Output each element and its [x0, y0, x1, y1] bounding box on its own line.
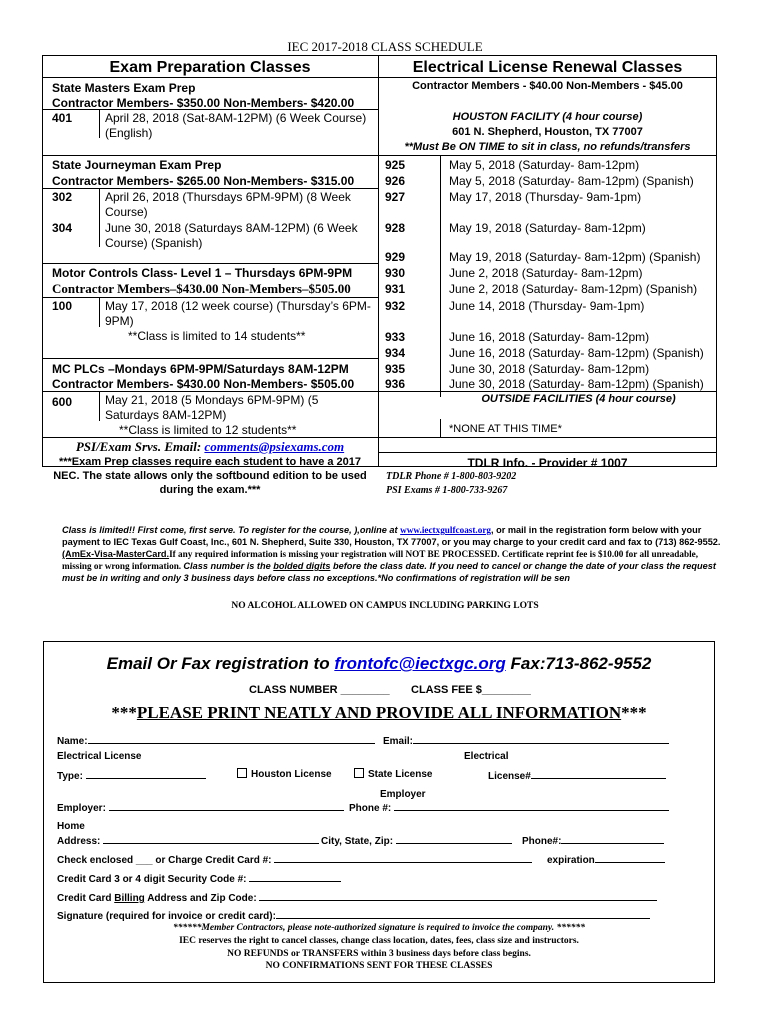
on-time-note: **Must Be ON TIME to sit in class, no refunds/transfers: [404, 141, 691, 153]
expiration-label: expiration: [547, 855, 595, 866]
type-field[interactable]: [57, 768, 206, 782]
state-license-option[interactable]: [354, 768, 432, 780]
address-line[interactable]: [103, 833, 319, 844]
credit-card-label: Check enclosed ___ or Charge Credit Card #:: [57, 855, 272, 866]
bolded-digits: bolded digits: [273, 561, 331, 571]
document-title: IEC 2017-2018 CLASS SCHEDULE: [287, 39, 483, 54]
iec-reserves-note: IEC reserves the right to cancel classes, change class location, dates, fees, class size and instructors.: [179, 936, 579, 946]
email-fax-line: [43, 654, 715, 674]
email-label: Email:: [383, 736, 414, 747]
billing-address-line[interactable]: [259, 890, 657, 901]
state-journeyman-pricing: Contractor Members- $265.00 Non-Members- $315.00: [52, 174, 355, 188]
credit-card-line[interactable]: [274, 852, 532, 863]
psi-exams-phone: PSI Exams # 1-800-733-9267: [386, 485, 508, 496]
card-types: (AmEx-Visa-MasterCard.: [62, 549, 170, 559]
row-divider: [42, 391, 717, 392]
tdlr-phone: TDLR Phone # 1-800-803-9202: [386, 471, 517, 482]
home-phone-line[interactable]: [561, 833, 664, 844]
employer-phone-label: Phone #:: [349, 803, 392, 814]
employer-top-label: Employer: [380, 789, 426, 800]
class-number-926: 926: [385, 174, 406, 188]
license-number-label: License#: [488, 771, 531, 782]
renewal-pricing: Contractor Members - $40.00 Non-Members - $45.00: [412, 80, 683, 92]
city-state-zip-line[interactable]: [396, 833, 512, 844]
row-divider: [42, 358, 378, 359]
expiration-line[interactable]: [595, 852, 665, 863]
signature-line[interactable]: [276, 908, 650, 919]
name-line[interactable]: [88, 733, 375, 744]
class-number-930: 930: [385, 266, 406, 280]
outside-divider: [440, 419, 441, 437]
home-phone-field[interactable]: [522, 833, 664, 847]
class-desc-100: May 17, 2018 (12 week course) (Thursday’s 6PM-9PM): [105, 299, 371, 328]
class-date-928: May 19, 2018 (Saturday- 8am-12pm): [449, 221, 646, 235]
divider-600: [99, 391, 100, 421]
class-date-936: June 30, 2018 (Saturday- 8am-12pm) (Spanish): [449, 377, 704, 391]
row-divider: [42, 297, 378, 298]
state-masters-pricing: Contractor Members- $350.00 Non-Members- $420.00: [52, 96, 355, 110]
employer-phone-line[interactable]: [394, 800, 669, 811]
expiration-field[interactable]: [547, 852, 665, 866]
city-state-zip-field[interactable]: [321, 833, 512, 847]
notice-part4a: Class number is the: [183, 561, 274, 571]
address-label: Address:: [57, 836, 101, 847]
class-date-926: May 5, 2018 (Saturday- 8am-12pm) (Spanish): [449, 174, 694, 188]
employer-label: Employer:: [57, 803, 106, 814]
signature-label: Signature (required for invoice or credit card):: [57, 911, 276, 922]
name-field[interactable]: [57, 733, 375, 747]
stars-left: ***: [111, 703, 137, 722]
psi-email-line: [42, 439, 378, 455]
motor-controls-title: Motor Controls Class- Level 1 – Thursdays 6PM-9PM: [52, 266, 353, 280]
none-at-this-time: *NONE AT THIS TIME*: [449, 423, 562, 435]
class-date-925: May 5, 2018 (Saturday- 8am-12pm): [449, 158, 640, 172]
registration-email-link[interactable]: frontofc@iectxgc.org: [334, 654, 506, 673]
member-contractor-note: [43, 923, 715, 933]
notice-part1: Class is limited!! First come, first serve. To register for the course, ),online at: [62, 525, 401, 535]
address-field[interactable]: [57, 833, 319, 847]
email-fax-label: Email Or Fax registration to: [106, 654, 335, 673]
employer-field[interactable]: [57, 800, 344, 814]
class-number-927: 927: [385, 190, 406, 204]
email-field[interactable]: [383, 733, 669, 747]
name-label: Name:: [57, 736, 88, 747]
license-number-field[interactable]: [488, 768, 666, 782]
class-number-936: 936: [385, 377, 406, 391]
exam-prep-nec-note: ***Exam Prep classes require each student to have a 2017 NEC. The state allows only the softbound edition to be used during the exam.***: [53, 456, 367, 496]
class-number-934: 934: [385, 346, 406, 360]
class-number-931: 931: [385, 282, 406, 296]
houston-license-label: Houston License: [251, 769, 332, 780]
class-desc-600: May 21, 2018 (5 Mondays 6PM-9PM) (5 Saturdays 8AM-12PM): [105, 393, 319, 422]
email-line[interactable]: [413, 733, 669, 744]
print-neatly-heading: [43, 703, 715, 723]
signature-field[interactable]: [57, 908, 650, 922]
notice-part3: If any required information is missing your registration will NOT BE PROCESSED. Certificate reprint fee is $10.00 for all unreadable, missing or wrong information.: [62, 549, 699, 571]
class-desc-304: June 30, 2018 (Saturdays 8AM-12PM) (6 Week Course) (Spanish): [105, 221, 358, 250]
row-divider: [42, 263, 378, 264]
row-divider: [42, 437, 717, 438]
employer-phone-field[interactable]: [349, 800, 669, 814]
row-divider: [42, 155, 717, 156]
fax-number: Fax:713-862-9552: [505, 654, 652, 673]
class-date-935: June 30, 2018 (Saturday- 8am-12pm): [449, 362, 650, 376]
tdlr-info: TDLR Info. - Provider # 1007: [467, 456, 628, 470]
houston-license-option[interactable]: [237, 768, 332, 780]
class-number-935: 935: [385, 362, 406, 376]
class-number-928: 928: [385, 221, 406, 235]
class-date-933: June 16, 2018 (Saturday- 8am-12pm): [449, 330, 650, 344]
no-refunds-note: NO REFUNDS or TRANSFERS within 3 business days before class begins.: [227, 949, 531, 959]
security-code-line[interactable]: [249, 871, 341, 882]
billing-label-post: Address and Zip Code:: [144, 893, 257, 904]
employer-line[interactable]: [109, 800, 344, 811]
houston-facility-title: HOUSTON FACILITY (4 hour course): [452, 111, 643, 123]
class-date-934: June 16, 2018 (Saturday- 8am-12pm) (Spanish): [449, 346, 704, 360]
divider-401: [99, 109, 100, 138]
class-date-931: June 2, 2018 (Saturday- 8am-12pm) (Spanish): [449, 282, 698, 296]
psi-email-label: PSI/Exam Srvs. Email:: [75, 439, 205, 454]
state-journeyman-title: State Journeyman Exam Prep: [52, 158, 222, 172]
member-contractor-note-text: ******Member Contractors, please note-authorized signature is required to invoice the company. ******: [172, 923, 586, 933]
class-number-933: 933: [385, 330, 406, 344]
class-date-932: June 14, 2018 (Thursday- 9am-1pm): [449, 299, 645, 313]
renewal-heading: Electrical License Renewal Classes: [412, 59, 683, 76]
class-number-929: 929: [385, 250, 406, 264]
credit-card-field[interactable]: [57, 852, 532, 866]
class-number-600: 600: [52, 395, 73, 409]
row-divider: [42, 188, 378, 189]
class-date-927: May 17, 2018 (Thursday- 9am-1pm): [449, 190, 642, 204]
electrical-label: Electrical: [464, 751, 509, 762]
mc-plcs-title: MC PLCs –Mondays 6PM-9PM/Saturdays 8AM-12PM: [52, 362, 349, 376]
home-phone-label: Phone#:: [522, 836, 562, 847]
website-link[interactable]: www.iectxgulfcoast.org: [400, 525, 491, 535]
exam-prep-heading: Exam Preparation Classes: [109, 59, 311, 76]
state-masters-title: State Masters Exam Prep: [52, 81, 196, 95]
notice-part4b: before the class date. If you need to cancel or change the date of your class the request must be in writing and only 3 business days before class no exceptions.*No confirmations of registration will be sen: [62, 561, 716, 583]
divider-302-304: [99, 188, 100, 247]
class-number-304: 304: [52, 221, 73, 235]
no-alcohol-notice: NO ALCOHOL ALLOWED ON CAMPUS INCLUDING PARKING LOTS: [231, 601, 539, 611]
security-code-label: Credit Card 3 or 4 digit Security Code #:: [57, 874, 247, 885]
mc-plcs-pricing: Contractor Members- $430.00 Non-Members- $505.00: [52, 377, 355, 391]
city-state-zip-label: City, State, Zip:: [321, 836, 394, 847]
renewal-number-divider: [440, 155, 441, 397]
license-number-line[interactable]: [531, 768, 666, 779]
type-line[interactable]: [86, 768, 206, 779]
security-code-field[interactable]: [57, 871, 341, 885]
houston-license-checkbox[interactable]: [237, 768, 247, 778]
notice-part2: , or mail in the registration form below with your payment to IEC Texas Gulf Coast, Inc., 601 N. Shepherd, Suite 330, Houston, TX 77007, or you may charge to your credit card and fax to (713) 862-9552.: [62, 525, 721, 547]
class-number-100: 100: [52, 299, 73, 313]
billing-label-word: Billing: [114, 893, 145, 904]
registration-notice: [62, 524, 726, 584]
divider-100: [99, 297, 100, 327]
header-divider: [42, 77, 717, 78]
psi-email-link[interactable]: comments@psiexams.com: [204, 439, 345, 454]
type-label: Type:: [57, 771, 83, 782]
no-confirmations-note: NO CONFIRMATIONS SENT FOR THESE CLASSES: [265, 961, 493, 971]
class-number-925: 925: [385, 158, 406, 172]
class-desc-401: April 28, 2018 (Sat-8AM-12PM) (6 Week Course) (English): [105, 111, 367, 140]
class-number-302: 302: [52, 190, 73, 204]
state-license-checkbox[interactable]: [354, 768, 364, 778]
outside-facilities-title: OUTSIDE FACILITIES (4 hour course): [481, 393, 676, 405]
row-divider: [378, 452, 717, 453]
class-date-929: May 19, 2018 (Saturday- 8am-12pm) (Spanish): [449, 250, 701, 264]
class-number-401: 401: [52, 111, 73, 125]
home-label: Home: [57, 821, 85, 832]
houston-facility-address: 601 N. Shepherd, Houston, TX 77007: [452, 126, 643, 138]
electrical-license-label: Electrical License: [57, 751, 142, 762]
print-neatly-text: PLEASE PRINT NEATLY AND PROVIDE ALL INFORMATION: [136, 703, 622, 722]
class-fee-field[interactable]: CLASS FEE $________: [411, 684, 531, 696]
class-number-932: 932: [385, 299, 406, 313]
motor-controls-pricing: Contractor Members–$430.00 Non-Members–$505.00: [52, 281, 351, 296]
state-license-label: State License: [368, 769, 433, 780]
class-date-930: June 2, 2018 (Saturday- 8am-12pm): [449, 266, 643, 280]
class-number-field[interactable]: CLASS NUMBER ________: [249, 684, 390, 696]
class-desc-302: April 26, 2018 (Thursdays 6PM-9PM) (8 Week Course): [105, 190, 351, 219]
stars-right: ***: [621, 703, 647, 722]
class-limit-14: **Class is limited to 14 students**: [128, 329, 306, 343]
billing-label-pre: Credit Card: [57, 893, 115, 904]
class-limit-12: **Class is limited to 12 students**: [119, 423, 297, 437]
billing-address-field[interactable]: [57, 890, 657, 904]
